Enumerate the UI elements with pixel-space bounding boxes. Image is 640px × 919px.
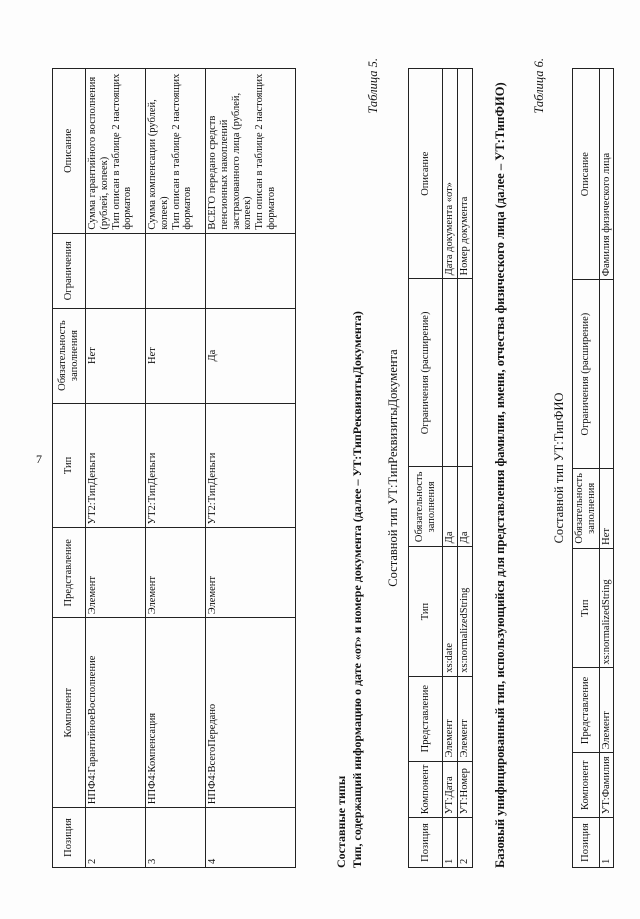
header-cell: Позиция xyxy=(409,818,443,868)
header-cell: Описание xyxy=(53,69,86,234)
header-cell: Тип xyxy=(409,547,443,676)
cell-limits xyxy=(599,280,614,469)
section-subtitle: Тип, содержащий информацию о дате «от» и номере документа (далее – УТ:ТипРеквизитыДокумента) xyxy=(350,311,364,868)
header-cell: Тип xyxy=(53,403,86,528)
paragraph-fio: Базовый унифицированный тип, использующийся для представления фамилии, имени, отчества физического лица (далее – УТ:ТипФИО) xyxy=(493,82,507,868)
header-cell: Компонент xyxy=(573,753,600,818)
header-cell: Обязательность заполнения xyxy=(573,468,600,548)
cell-limits xyxy=(146,233,206,308)
table5 xyxy=(408,68,473,868)
cell-limits xyxy=(206,233,296,308)
cell-position: 1 xyxy=(599,818,614,868)
rotated-page-content xyxy=(52,48,612,868)
cell-position: 2 xyxy=(457,818,472,868)
cell-type: УТ2:ТипДеньги xyxy=(146,403,206,528)
cell-position: 2 xyxy=(86,808,146,868)
cell-type: УТ2:ТипДеньги xyxy=(86,403,146,528)
cell-representation: Элемент xyxy=(86,528,146,618)
table-header-row xyxy=(53,69,86,868)
header-cell: Компонент xyxy=(53,618,86,808)
table-row xyxy=(443,69,458,868)
cell-required: Да xyxy=(457,467,472,547)
table6-caption: Составной тип УТ:ТипФИО xyxy=(552,392,566,544)
table-header-row xyxy=(409,69,443,868)
header-cell: Компонент xyxy=(409,761,443,818)
cell-representation: Элемент xyxy=(146,528,206,618)
cell-position: 4 xyxy=(206,808,296,868)
header-cell: Ограничения (расширение) xyxy=(409,279,443,467)
cell-required: Нет xyxy=(86,308,146,403)
cell-representation: Элемент xyxy=(457,676,472,761)
cell-required: Нет xyxy=(146,308,206,403)
header-cell: Представление xyxy=(409,676,443,761)
cell-required: Нет xyxy=(599,468,614,548)
desc-line: Тип описан в таблице 2 настоящих форматов xyxy=(254,73,277,230)
header-cell: Позиция xyxy=(573,818,600,868)
cell-component: УТ:Дата xyxy=(443,761,458,818)
header-cell: Представление xyxy=(573,668,600,753)
cell-type: xs:normalizedString xyxy=(599,548,614,668)
cell-required: Да xyxy=(206,308,296,403)
cell-required: Да xyxy=(443,467,458,547)
table6 xyxy=(572,68,614,868)
cell-representation: Элемент xyxy=(206,528,296,618)
cell-description xyxy=(146,69,206,234)
cell-type: xs:normalizedString xyxy=(457,547,472,676)
table5-label: Таблица 5. xyxy=(366,58,380,114)
cell-limits xyxy=(86,233,146,308)
table-row xyxy=(206,69,296,868)
cell-description: Дата документа «от» xyxy=(443,69,458,279)
desc-line: Тип описан в таблице 2 настоящих форматов xyxy=(170,73,194,230)
cell-component: НПФ4:Компенсация xyxy=(146,618,206,808)
desc-line: Сумма компенсации (рублей, копеек) xyxy=(147,99,170,230)
header-cell: Описание xyxy=(573,69,600,280)
table-row xyxy=(86,69,146,868)
page-number: 7 xyxy=(36,452,42,466)
cell-limits xyxy=(443,279,458,467)
header-cell: Ограничения xyxy=(53,233,86,308)
header-cell: Обязательность заполнения xyxy=(409,467,443,547)
table-row xyxy=(457,69,472,868)
cell-position: 1 xyxy=(443,818,458,868)
table-header-row xyxy=(573,69,600,868)
cell-component: НПФ4:ГарантийноеВосполнение xyxy=(86,618,146,808)
header-cell: Тип xyxy=(573,548,600,668)
header-cell: Обязательность заполнения xyxy=(53,308,86,403)
cell-description xyxy=(86,69,146,234)
cell-description: Номер документа xyxy=(457,69,472,279)
cell-limits xyxy=(457,279,472,467)
section-title: Составные типы xyxy=(334,775,348,868)
desc-line: ВСЕГО передано средств пенсионных накоплений застрахованного лица (рублей, копеек) xyxy=(207,92,254,230)
table-row xyxy=(599,69,614,868)
cell-type: xs:date xyxy=(443,547,458,676)
cell-component: НПФ4:ВсегоПередано xyxy=(206,618,296,808)
cell-description xyxy=(206,69,296,234)
desc-line: Тип описан в таблице 2 настоящих форматов xyxy=(110,73,134,230)
cell-representation: Элемент xyxy=(599,668,614,753)
header-cell: Ограничения (расширение) xyxy=(573,280,600,469)
table6-label: Таблица 6. xyxy=(532,58,546,114)
cell-type: УТ2:ТипДеньги xyxy=(206,403,296,528)
cell-component: УТ:Фамилия xyxy=(599,753,614,818)
main-table xyxy=(52,68,296,868)
cell-description: Фамилия физического лица xyxy=(599,69,614,280)
header-cell: Описание xyxy=(409,69,443,279)
table5-caption: Составной тип УТ:ТипРеквизитыДокумента xyxy=(386,349,400,587)
cell-component: УТ:Номер xyxy=(457,761,472,818)
header-cell: Представление xyxy=(53,528,86,618)
table-row xyxy=(146,69,206,868)
cell-position: 3 xyxy=(146,808,206,868)
cell-representation: Элемент xyxy=(443,676,458,761)
desc-line: Сумма гарантийного восполнения (рублей, копеек) xyxy=(87,76,110,230)
header-cell: Позиция xyxy=(53,808,86,868)
